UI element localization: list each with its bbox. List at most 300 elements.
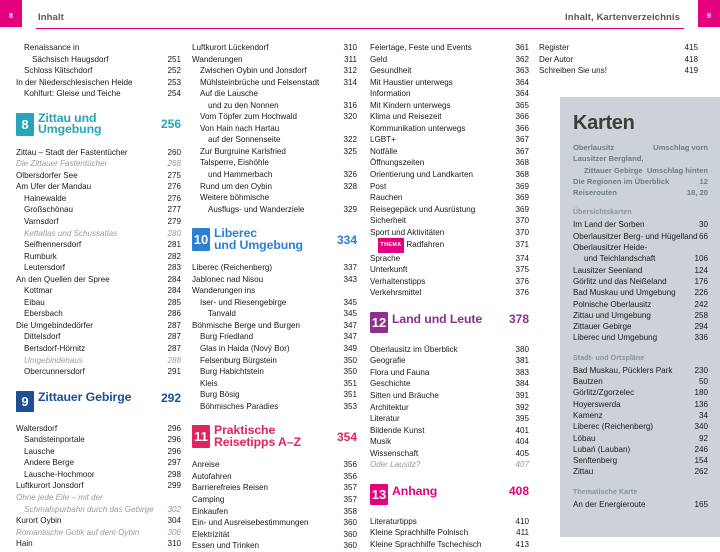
- toc-entry[interactable]: [16, 204, 181, 216]
- toc-entry-title: Barrierefreies Reisen: [192, 483, 269, 493]
- toc-entry[interactable]: [16, 355, 181, 367]
- toc-entry[interactable]: [192, 320, 357, 332]
- chapter-heading-10[interactable]: [192, 228, 357, 251]
- chapter-number-8: 8: [16, 113, 34, 136]
- toc-entry[interactable]: [192, 77, 357, 89]
- toc-entry-page: 299: [167, 481, 181, 491]
- toc-entry[interactable]: [370, 436, 529, 448]
- toc-entry[interactable]: [192, 401, 357, 413]
- toc-entry[interactable]: [16, 181, 181, 193]
- toc-entry-title: Waltersdorf: [16, 423, 58, 433]
- chapter-heading-13[interactable]: [370, 484, 529, 505]
- toc-entry[interactable]: [370, 169, 529, 181]
- toc-entry[interactable]: [16, 469, 181, 481]
- toc-entry[interactable]: [192, 355, 357, 367]
- toc-entry-title: Iser- und Riesengebirge: [200, 297, 287, 307]
- karten-entry-title: Reiserouten: [573, 188, 617, 198]
- toc-entry[interactable]: [16, 158, 181, 170]
- toc-entry[interactable]: [370, 215, 529, 227]
- toc-entry-page: 284: [167, 286, 181, 296]
- toc-entry[interactable]: [16, 320, 181, 332]
- toc-entry[interactable]: [192, 459, 357, 471]
- toc-entry-title: Kleine Sprachhilfe Polnisch: [370, 528, 469, 538]
- toc-entry[interactable]: [16, 147, 181, 159]
- toc-entry-page: 376: [515, 276, 529, 286]
- toc-entry-page: 366: [515, 112, 529, 122]
- toc-entry-title: Verkehrsmittel: [370, 288, 422, 298]
- karten-entry[interactable]: [573, 321, 708, 332]
- karten-entry-title: Oberlausitzer Heide-: [573, 243, 648, 253]
- karten-entry[interactable]: [573, 142, 708, 153]
- toc-entry[interactable]: [16, 331, 181, 343]
- toc-entry-page: 337: [343, 263, 357, 273]
- toc-entry[interactable]: [16, 343, 181, 355]
- toc-entry-page: 287: [167, 320, 181, 330]
- karten-entry-page: Umschlag hinten: [646, 165, 708, 175]
- karten-entry[interactable]: [573, 444, 708, 455]
- chapter-page-13: 408: [508, 483, 529, 498]
- toc-entry[interactable]: [16, 77, 181, 89]
- toc-entry[interactable]: [192, 308, 357, 320]
- karten-entry[interactable]: [573, 466, 708, 477]
- toc-entry[interactable]: [192, 65, 357, 77]
- karten-entry-title: Die Regionen im Überblick: [573, 176, 670, 186]
- toc-entry[interactable]: [192, 285, 357, 297]
- karten-entry-title: Oberlausitz: [573, 143, 615, 152]
- toc-entry-title: Sitten und Bräuche: [370, 391, 439, 400]
- toc-entry[interactable]: [370, 157, 529, 169]
- toc-entry[interactable]: [192, 494, 357, 506]
- karten-entry[interactable]: [573, 265, 708, 276]
- karten-entry[interactable]: [573, 153, 708, 164]
- toc-entry[interactable]: [16, 65, 181, 77]
- toc-entry[interactable]: [192, 482, 357, 494]
- toc-entry-title: Notfälle: [370, 146, 398, 156]
- page-right: [360, 0, 720, 549]
- chapter-page-11: 354: [336, 429, 357, 444]
- toc-entry[interactable]: [16, 228, 181, 240]
- toc-entry[interactable]: [192, 378, 357, 390]
- toc-entry[interactable]: [16, 88, 181, 100]
- toc-entry[interactable]: [192, 157, 357, 169]
- toc-entry[interactable]: [370, 238, 529, 252]
- karten-entry[interactable]: [573, 499, 708, 510]
- toc-entry-title: Varnsdorf: [24, 217, 59, 227]
- toc-entry[interactable]: [192, 529, 357, 541]
- toc-entry[interactable]: [192, 517, 357, 529]
- toc-entry[interactable]: [370, 192, 529, 204]
- toc-entry-title: Orientierung und Landkarten: [370, 170, 474, 180]
- toc-entry[interactable]: [370, 527, 529, 539]
- toc-entry-title: Sächsisch Haugsdorf: [32, 54, 109, 64]
- toc-entry-title: Zwischen Oybin und Jonsdorf: [200, 66, 307, 76]
- toc-list-col1a: [16, 42, 181, 100]
- chapter-title-line2: Umgebung: [38, 122, 102, 137]
- karten-entry-page: 106: [694, 254, 708, 264]
- header-rule-left: [36, 28, 360, 29]
- toc-entry[interactable]: [16, 239, 181, 251]
- karten-entry-page: 336: [694, 333, 708, 343]
- toc-entry[interactable]: [370, 42, 529, 54]
- toc-entry-title: Geografie: [370, 356, 406, 366]
- running-header-left: [8, 0, 350, 30]
- toc-entry[interactable]: [370, 146, 529, 158]
- toc-entry[interactable]: [16, 423, 181, 435]
- toc-entry-title: Eibau: [24, 297, 45, 307]
- toc-entry-page: 260: [167, 147, 181, 157]
- karten-entry[interactable]: [573, 231, 708, 242]
- chapter-heading-12[interactable]: [370, 312, 529, 333]
- karten-entry[interactable]: [573, 455, 708, 466]
- toc-entry[interactable]: [370, 413, 529, 425]
- toc-entry[interactable]: [192, 181, 357, 193]
- karten-entry-title: Kamenz: [573, 410, 603, 420]
- toc-entry-page: 413: [515, 539, 529, 549]
- toc-entry-page: 356: [343, 460, 357, 470]
- toc-entry[interactable]: [192, 274, 357, 286]
- chapter-title-line1: Land und Leute: [392, 311, 483, 326]
- toc-entry[interactable]: [370, 65, 529, 77]
- toc-entry-page: 314: [343, 77, 357, 87]
- toc-entry-page: 345: [343, 309, 357, 319]
- toc-entry[interactable]: [16, 251, 181, 263]
- toc-entry-page: 285: [167, 297, 181, 307]
- toc-entry[interactable]: [192, 54, 357, 66]
- toc-entry[interactable]: [16, 297, 181, 309]
- toc-entry[interactable]: [16, 446, 181, 458]
- toc-entry-title: THEMA Radfahren: [370, 238, 512, 252]
- toc-entry[interactable]: [370, 204, 529, 216]
- toc-entry[interactable]: [192, 88, 357, 100]
- toc-entry[interactable]: [192, 343, 357, 355]
- toc-entry-page: 310: [343, 43, 357, 52]
- toc-entry[interactable]: [370, 111, 529, 123]
- karten-entry[interactable]: [573, 187, 708, 198]
- toc-entry-title: Register: [539, 43, 570, 52]
- toc-entry[interactable]: [370, 276, 529, 288]
- toc-entry[interactable]: [192, 169, 357, 181]
- toc-entry-title: An den Quellen der Spree: [16, 274, 110, 284]
- toc-entry-page: 419: [684, 66, 698, 76]
- karten-entry[interactable]: [573, 433, 708, 444]
- toc-entry-title: Klima und Reisezeit: [370, 112, 442, 122]
- toc-entry[interactable]: [192, 192, 357, 204]
- karten-entry[interactable]: [573, 287, 708, 298]
- karten-entry[interactable]: [573, 365, 708, 376]
- karten-entry[interactable]: [573, 410, 708, 421]
- toc-entry[interactable]: [370, 344, 529, 356]
- karten-entry[interactable]: [573, 276, 708, 287]
- toc-entry[interactable]: [192, 262, 357, 274]
- toc-entry[interactable]: [192, 134, 357, 146]
- toc-entry-title: Post: [370, 181, 387, 191]
- toc-entry-page: 369: [515, 181, 529, 191]
- toc-entry-title: Talsperre, Eishöhle: [200, 158, 269, 168]
- toc-entry[interactable]: [370, 367, 529, 379]
- toc-entry[interactable]: [16, 308, 181, 320]
- toc-entry[interactable]: [192, 100, 357, 112]
- toc-entry-title: Flora und Fauna: [370, 367, 430, 377]
- toc-entry[interactable]: [16, 492, 181, 504]
- toc-entry[interactable]: [16, 216, 181, 228]
- karten-entry-title: Polnische Oberlausitz: [573, 299, 652, 309]
- toc-entry-page: 374: [515, 253, 529, 263]
- toc-entry-title: Burg Friedland: [200, 332, 254, 342]
- karten-entry[interactable]: [573, 376, 708, 387]
- toc-entry-title: Wissenschaft: [370, 448, 419, 458]
- toc-entry-page: 367: [515, 135, 529, 145]
- chapter-title-13: [392, 485, 437, 497]
- karten-entry-page: 262: [694, 467, 708, 477]
- toc-entry[interactable]: [16, 480, 181, 492]
- karten-entry[interactable]: [573, 219, 708, 230]
- karten-entry-title: An der Energieroute: [573, 499, 646, 509]
- toc-entry[interactable]: [539, 65, 698, 77]
- folio-number-left: 8: [8, 11, 14, 20]
- toc-entry[interactable]: [192, 540, 357, 552]
- toc-entry[interactable]: [370, 88, 529, 100]
- toc-entry[interactable]: [539, 54, 698, 66]
- toc-entry-page: 363: [515, 66, 529, 76]
- karten-entry-title: Bad Muskau, Pücklers Park: [573, 365, 673, 375]
- toc-entry-title: Burg Bösig: [200, 390, 240, 400]
- toc-entry[interactable]: [370, 539, 529, 551]
- toc-list-right1a: [370, 42, 529, 299]
- toc-entry-title: Am Ufer der Mandau: [16, 182, 92, 192]
- toc-entry[interactable]: [370, 54, 529, 66]
- column-left-1: [16, 42, 181, 552]
- toc-entry-page: 252: [167, 66, 181, 76]
- chapter-title-line1: Zittau und: [38, 110, 97, 125]
- karten-entry-page: 242: [694, 299, 708, 309]
- toc-entry-page: 304: [167, 516, 181, 526]
- chapter-title-8: [38, 110, 102, 137]
- toc-entry-page: 411: [516, 528, 529, 538]
- toc-entry[interactable]: [370, 459, 529, 471]
- toc-entry-title: Böhmische Berge und Burgen: [192, 320, 300, 330]
- toc-entry[interactable]: [370, 355, 529, 367]
- karten-entry[interactable]: [573, 421, 708, 432]
- karten-entry[interactable]: [573, 253, 708, 264]
- toc-entry[interactable]: [16, 515, 181, 527]
- karten-entry[interactable]: [573, 299, 708, 310]
- karten-entry-page: 12: [699, 176, 708, 186]
- karten-entry-title: Liberec und Umgebung: [573, 333, 658, 343]
- karten-entry[interactable]: [573, 310, 708, 321]
- karten-entry[interactable]: [573, 387, 708, 398]
- toc-entry[interactable]: [539, 42, 698, 54]
- toc-entry[interactable]: [370, 181, 529, 193]
- karten-entry[interactable]: [573, 165, 708, 176]
- toc-entry-title: Böhmisches Paradies: [200, 401, 279, 411]
- toc-entry-title: Reisegepäck und Ausrüstung: [370, 204, 476, 214]
- toc-entry-title: Mühlsteinbrüche und Felsenstadt: [200, 77, 320, 87]
- toc-entry[interactable]: [370, 77, 529, 89]
- toc-entry-title: Einkaufen: [192, 506, 228, 516]
- toc-list-right1b: [370, 344, 529, 471]
- karten-entry-title: Zittauer Gebirge: [573, 322, 632, 332]
- toc-entry-page: 407: [515, 460, 529, 470]
- toc-entry-title: Luftkurort Jonsdorf: [16, 481, 84, 491]
- toc-entry-page: 316: [343, 100, 357, 110]
- toc-entry-title: Burg Habichtstein: [200, 367, 264, 377]
- chapter-page-12: 378: [508, 311, 529, 326]
- toc-list-col2a: [192, 42, 357, 215]
- toc-entry[interactable]: [192, 123, 357, 135]
- toc-entry[interactable]: [370, 402, 529, 414]
- toc-entry-page: 251: [167, 54, 181, 64]
- toc-entry[interactable]: [192, 204, 357, 216]
- karten-entry[interactable]: [573, 242, 708, 253]
- toc-entry-page: 349: [343, 344, 357, 354]
- toc-entry-title: In der Niederschlesischen Heide: [16, 77, 133, 87]
- toc-entry-page: 384: [515, 379, 529, 389]
- toc-entry[interactable]: [16, 274, 181, 286]
- toc-list-col2c: [192, 459, 357, 551]
- toc-entry-page: 282: [167, 251, 181, 261]
- chapter-heading-9[interactable]: [16, 391, 181, 412]
- toc-entry[interactable]: [192, 297, 357, 309]
- karten-entry-page: 246: [694, 444, 708, 454]
- toc-entry-title: Großschönau: [24, 205, 74, 215]
- karten-entry-title: Görlitz/Zgorzelec: [573, 388, 635, 398]
- karten-entry-page: 176: [694, 276, 708, 286]
- toc-entry[interactable]: [370, 123, 529, 135]
- toc-entry[interactable]: [192, 366, 357, 378]
- toc-entry-page: 392: [515, 402, 529, 412]
- toc-entry[interactable]: [192, 146, 357, 158]
- chapter-number-9: 9: [16, 391, 34, 412]
- toc-entry[interactable]: [16, 527, 181, 539]
- toc-entry[interactable]: [370, 264, 529, 276]
- toc-entry-page: 279: [167, 217, 181, 227]
- karten-entry[interactable]: [573, 332, 708, 343]
- toc-entry-title: Schreiben Sie uns!: [539, 66, 607, 76]
- karten-group-1: [573, 142, 708, 198]
- toc-entry-page: 404: [515, 437, 529, 447]
- toc-entry[interactable]: [370, 390, 529, 402]
- running-header-right: [370, 0, 712, 30]
- header-title-right: Inhalt, Kartenverzeichnis: [565, 12, 680, 23]
- toc-entry[interactable]: [370, 134, 529, 146]
- toc-entry-page: 350: [343, 367, 357, 377]
- toc-entry[interactable]: [370, 287, 529, 299]
- toc-entry[interactable]: [16, 285, 181, 297]
- toc-entry-page: 306: [167, 527, 181, 537]
- toc-entry[interactable]: [16, 42, 181, 54]
- chapter-title-line1: Zittauer Gebirge: [38, 390, 132, 405]
- karten-entry-title: Bautzen: [573, 377, 603, 387]
- toc-entry-title: Kettatlas und Schussatlas: [24, 228, 118, 238]
- toc-entry[interactable]: [192, 111, 357, 123]
- toc-entry[interactable]: [370, 448, 529, 460]
- toc-entry[interactable]: [16, 262, 181, 274]
- toc-entry[interactable]: [16, 54, 181, 66]
- toc-entry[interactable]: [370, 227, 529, 239]
- toc-entry-title: Zur Burgruine Karlsfried: [200, 146, 286, 156]
- karten-entry-page: 30: [698, 220, 708, 230]
- chapter-heading-11[interactable]: [192, 425, 357, 448]
- toc-entry[interactable]: [16, 170, 181, 182]
- toc-entry-title: Mit Kindern unterwegs: [370, 100, 451, 110]
- toc-entry[interactable]: [16, 193, 181, 205]
- toc-entry[interactable]: [192, 42, 357, 54]
- toc-entry[interactable]: [16, 366, 181, 378]
- toc-entry-page: 353: [343, 401, 357, 411]
- toc-entry-page: 366: [515, 123, 529, 133]
- karten-entry-title: Oberlausitzer Berg- und Hügelland: [573, 231, 698, 241]
- toc-entry[interactable]: [192, 331, 357, 343]
- toc-list-col2b: [192, 262, 357, 412]
- karten-entry[interactable]: [573, 399, 708, 410]
- toc-entry[interactable]: [16, 434, 181, 446]
- column-right-1: [370, 42, 529, 550]
- toc-entry-page: 254: [167, 89, 181, 99]
- toc-entry-page: 357: [343, 494, 357, 504]
- toc-entry[interactable]: [192, 471, 357, 483]
- toc-entry[interactable]: [16, 504, 181, 516]
- toc-entry[interactable]: [16, 538, 181, 550]
- toc-entry[interactable]: [370, 378, 529, 390]
- toc-entry-page: 287: [167, 344, 181, 354]
- toc-entry-page: 326: [343, 170, 357, 180]
- toc-entry-page: 287: [167, 332, 181, 342]
- karten-subhead-stadtplaene: Stadt- und Ortspläne: [573, 354, 645, 362]
- toc-entry[interactable]: [192, 506, 357, 518]
- toc-entry[interactable]: [192, 389, 357, 401]
- toc-entry[interactable]: [370, 100, 529, 112]
- toc-entry-page: 351: [343, 390, 357, 400]
- toc-entry-title: Renaissance in: [24, 43, 80, 52]
- toc-entry-title: Sport und Aktivitäten: [370, 227, 445, 237]
- toc-entry-title: Tanvald: [208, 309, 236, 319]
- toc-entry-title: Andere Berge: [24, 458, 74, 468]
- toc-entry-title: Hain: [16, 539, 33, 549]
- chapter-heading-8[interactable]: [16, 110, 181, 137]
- toc-entry-title: Obercunnersdorf: [24, 367, 85, 377]
- toc-entry-title: Camping: [192, 494, 225, 504]
- toc-entry-title: Wanderungen: [192, 54, 243, 64]
- toc-entry-page: 350: [343, 355, 357, 365]
- toc-entry-title: Information: [370, 89, 411, 99]
- toc-entry-title: Der Autor: [539, 54, 574, 64]
- toc-list-right2a: [539, 42, 698, 77]
- toc-entry-title: Hainewalde: [24, 193, 67, 203]
- toc-entry-page: 351: [343, 378, 357, 388]
- karten-entry-title: Hoyerswerda: [573, 399, 621, 409]
- toc-entry-title: Mit Haustier unterwegs: [370, 77, 453, 87]
- toc-entry[interactable]: [16, 457, 181, 469]
- karten-entry[interactable]: [573, 176, 708, 187]
- columns-left: [16, 30, 357, 552]
- toc-entry-title: Ebersbach: [24, 309, 63, 319]
- chapter-title-line1: Liberec: [214, 226, 258, 241]
- toc-entry-page: 325: [343, 146, 357, 156]
- karten-entry-page: 226: [694, 288, 708, 298]
- toc-entry-title: Weitere böhmische: [200, 193, 270, 203]
- toc-entry[interactable]: [370, 516, 529, 528]
- toc-entry-page: 361: [515, 43, 529, 52]
- toc-entry-title: Schloss Klitschdorf: [24, 66, 93, 76]
- toc-entry-title: Lausche-Hochmoor: [24, 469, 95, 479]
- chapter-number-12: 12: [370, 312, 388, 333]
- toc-entry[interactable]: [370, 253, 529, 265]
- toc-entry-title: Vom Töpfer zum Hochwald: [200, 112, 298, 122]
- chapter-page-10: 334: [336, 232, 357, 247]
- toc-entry-page: 310: [167, 539, 181, 549]
- toc-entry-page: 376: [515, 288, 529, 298]
- toc-entry[interactable]: [370, 425, 529, 437]
